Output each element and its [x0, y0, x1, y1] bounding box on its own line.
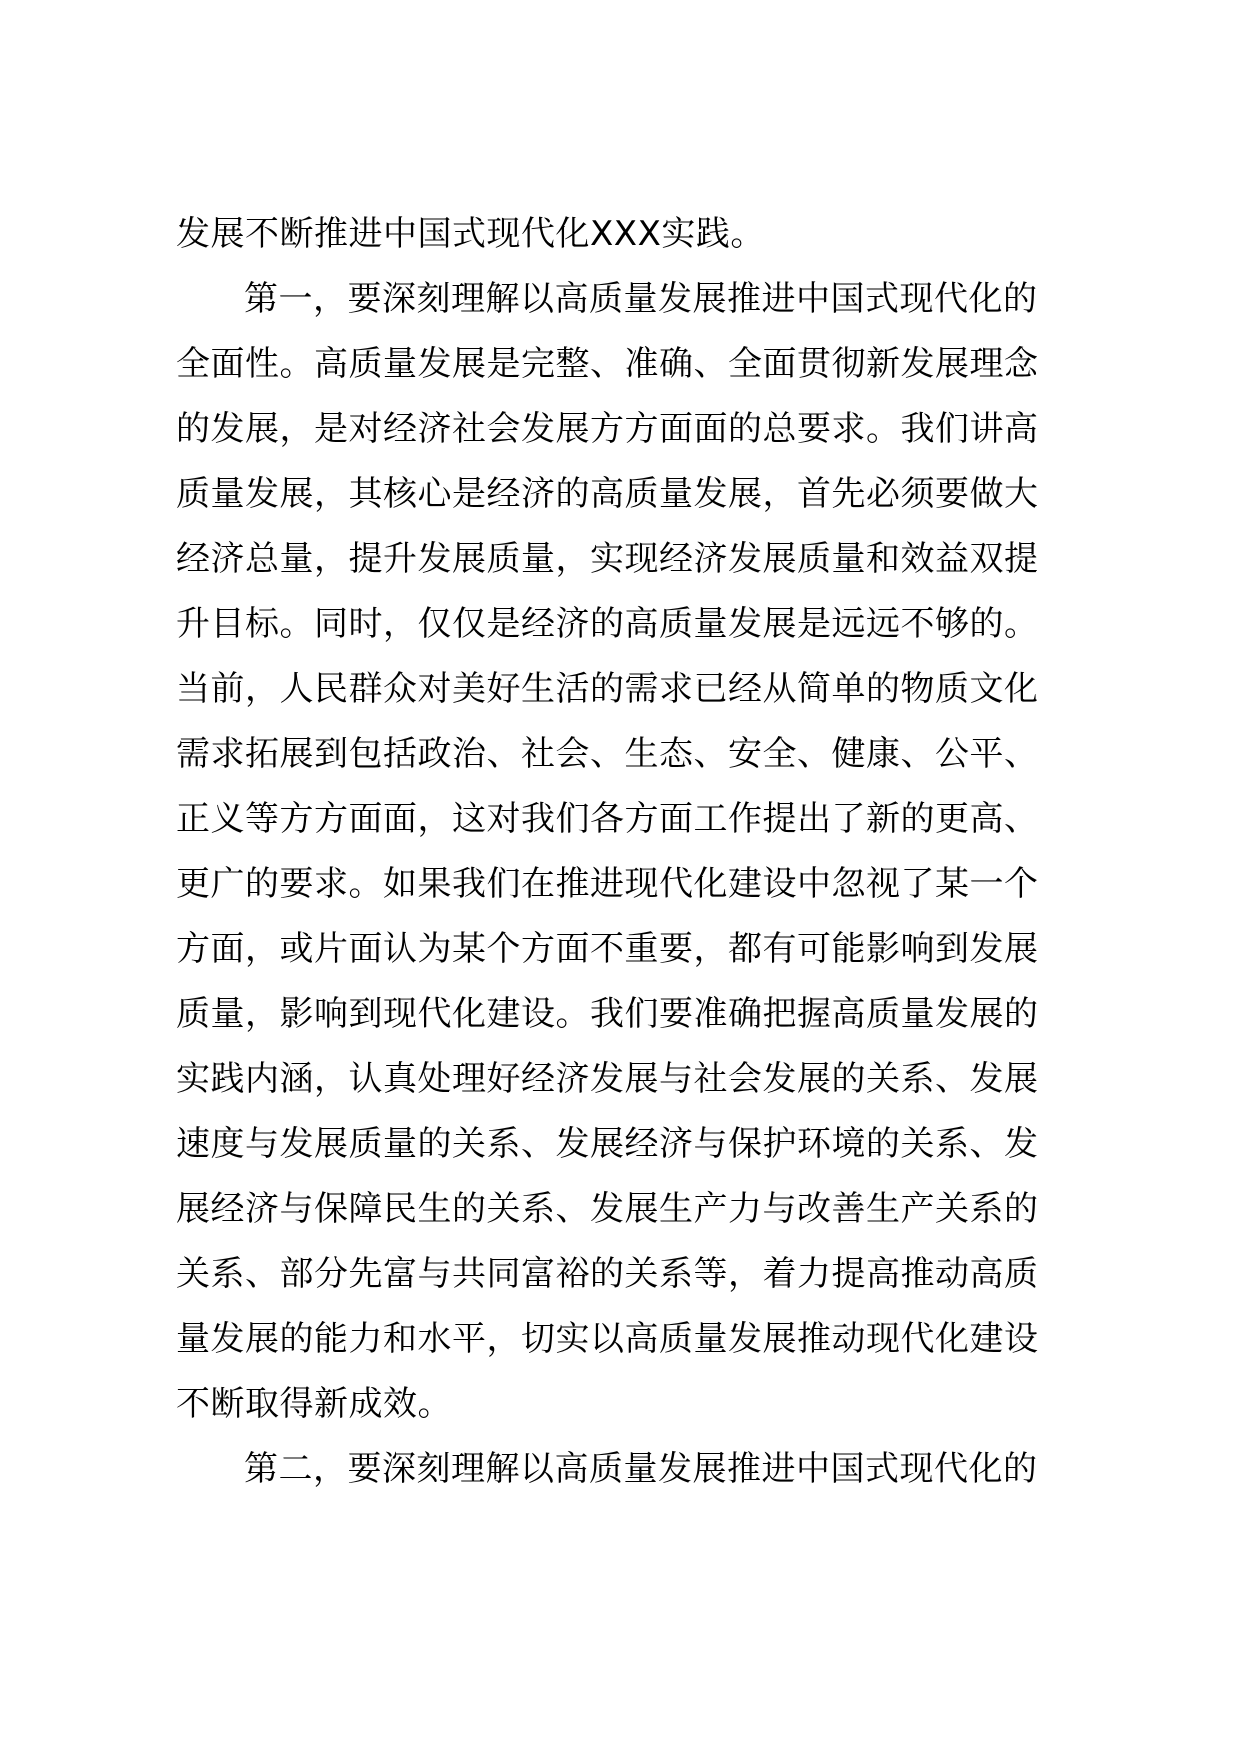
- text-line: 不断取得新成效。: [176, 1384, 452, 1424]
- text-line: 量发展的能力和水平，切实以高质量发展推动现代化建设: [176, 1319, 1039, 1359]
- paragraph-first-line: 第二，要深刻理解以高质量发展推进中国式现代化的: [244, 1449, 1038, 1489]
- text-line: 展经济与保障民生的关系、发展生产力与改善生产关系的: [176, 1189, 1039, 1229]
- text-line: 需求拓展到包括政治、社会、生态、安全、健康、公平、: [176, 734, 1039, 774]
- text-line: 升目标。同时，仅仅是经济的高质量发展是远远不够的。: [176, 604, 1039, 644]
- body-text: [176, 202, 1076, 1502]
- text-line: 实践内涵，认真处理好经济发展与社会发展的关系、发展: [176, 1059, 1039, 1099]
- text-line: 速度与发展质量的关系、发展经济与保护环境的关系、发: [176, 1124, 1039, 1164]
- text-line: 正义等方方面面，这对我们各方面工作提出了新的更高、: [176, 799, 1039, 839]
- text-line: 方面，或片面认为某个方面不重要，都有可能影响到发展: [176, 929, 1039, 969]
- text-line: 质量发展，其核心是经济的高质量发展，首先必须要做大: [176, 474, 1039, 514]
- text-line: 更广的要求。如果我们在推进现代化建设中忽视了某一个: [176, 864, 1039, 904]
- text-line: 经济总量，提升发展质量，实现经济发展质量和效益双提: [176, 539, 1039, 579]
- paragraph-first-line: 第一，要深刻理解以高质量发展推进中国式现代化的: [244, 279, 1038, 319]
- text-line: 质量，影响到现代化建设。我们要准确把握高质量发展的: [176, 994, 1039, 1034]
- text-line: 当前，人民群众对美好生活的需求已经从简单的物质文化: [176, 669, 1039, 709]
- text-line: 全面性。高质量发展是完整、准确、全面贯彻新发展理念: [176, 344, 1039, 384]
- text-line: 发展不断推进中国式现代化XXX实践。: [176, 214, 765, 254]
- text-line: 的发展，是对经济社会发展方方面面的总要求。我们讲高: [176, 409, 1039, 449]
- text-line: 关系、部分先富与共同富裕的关系等，着力提高推动高质: [176, 1254, 1039, 1294]
